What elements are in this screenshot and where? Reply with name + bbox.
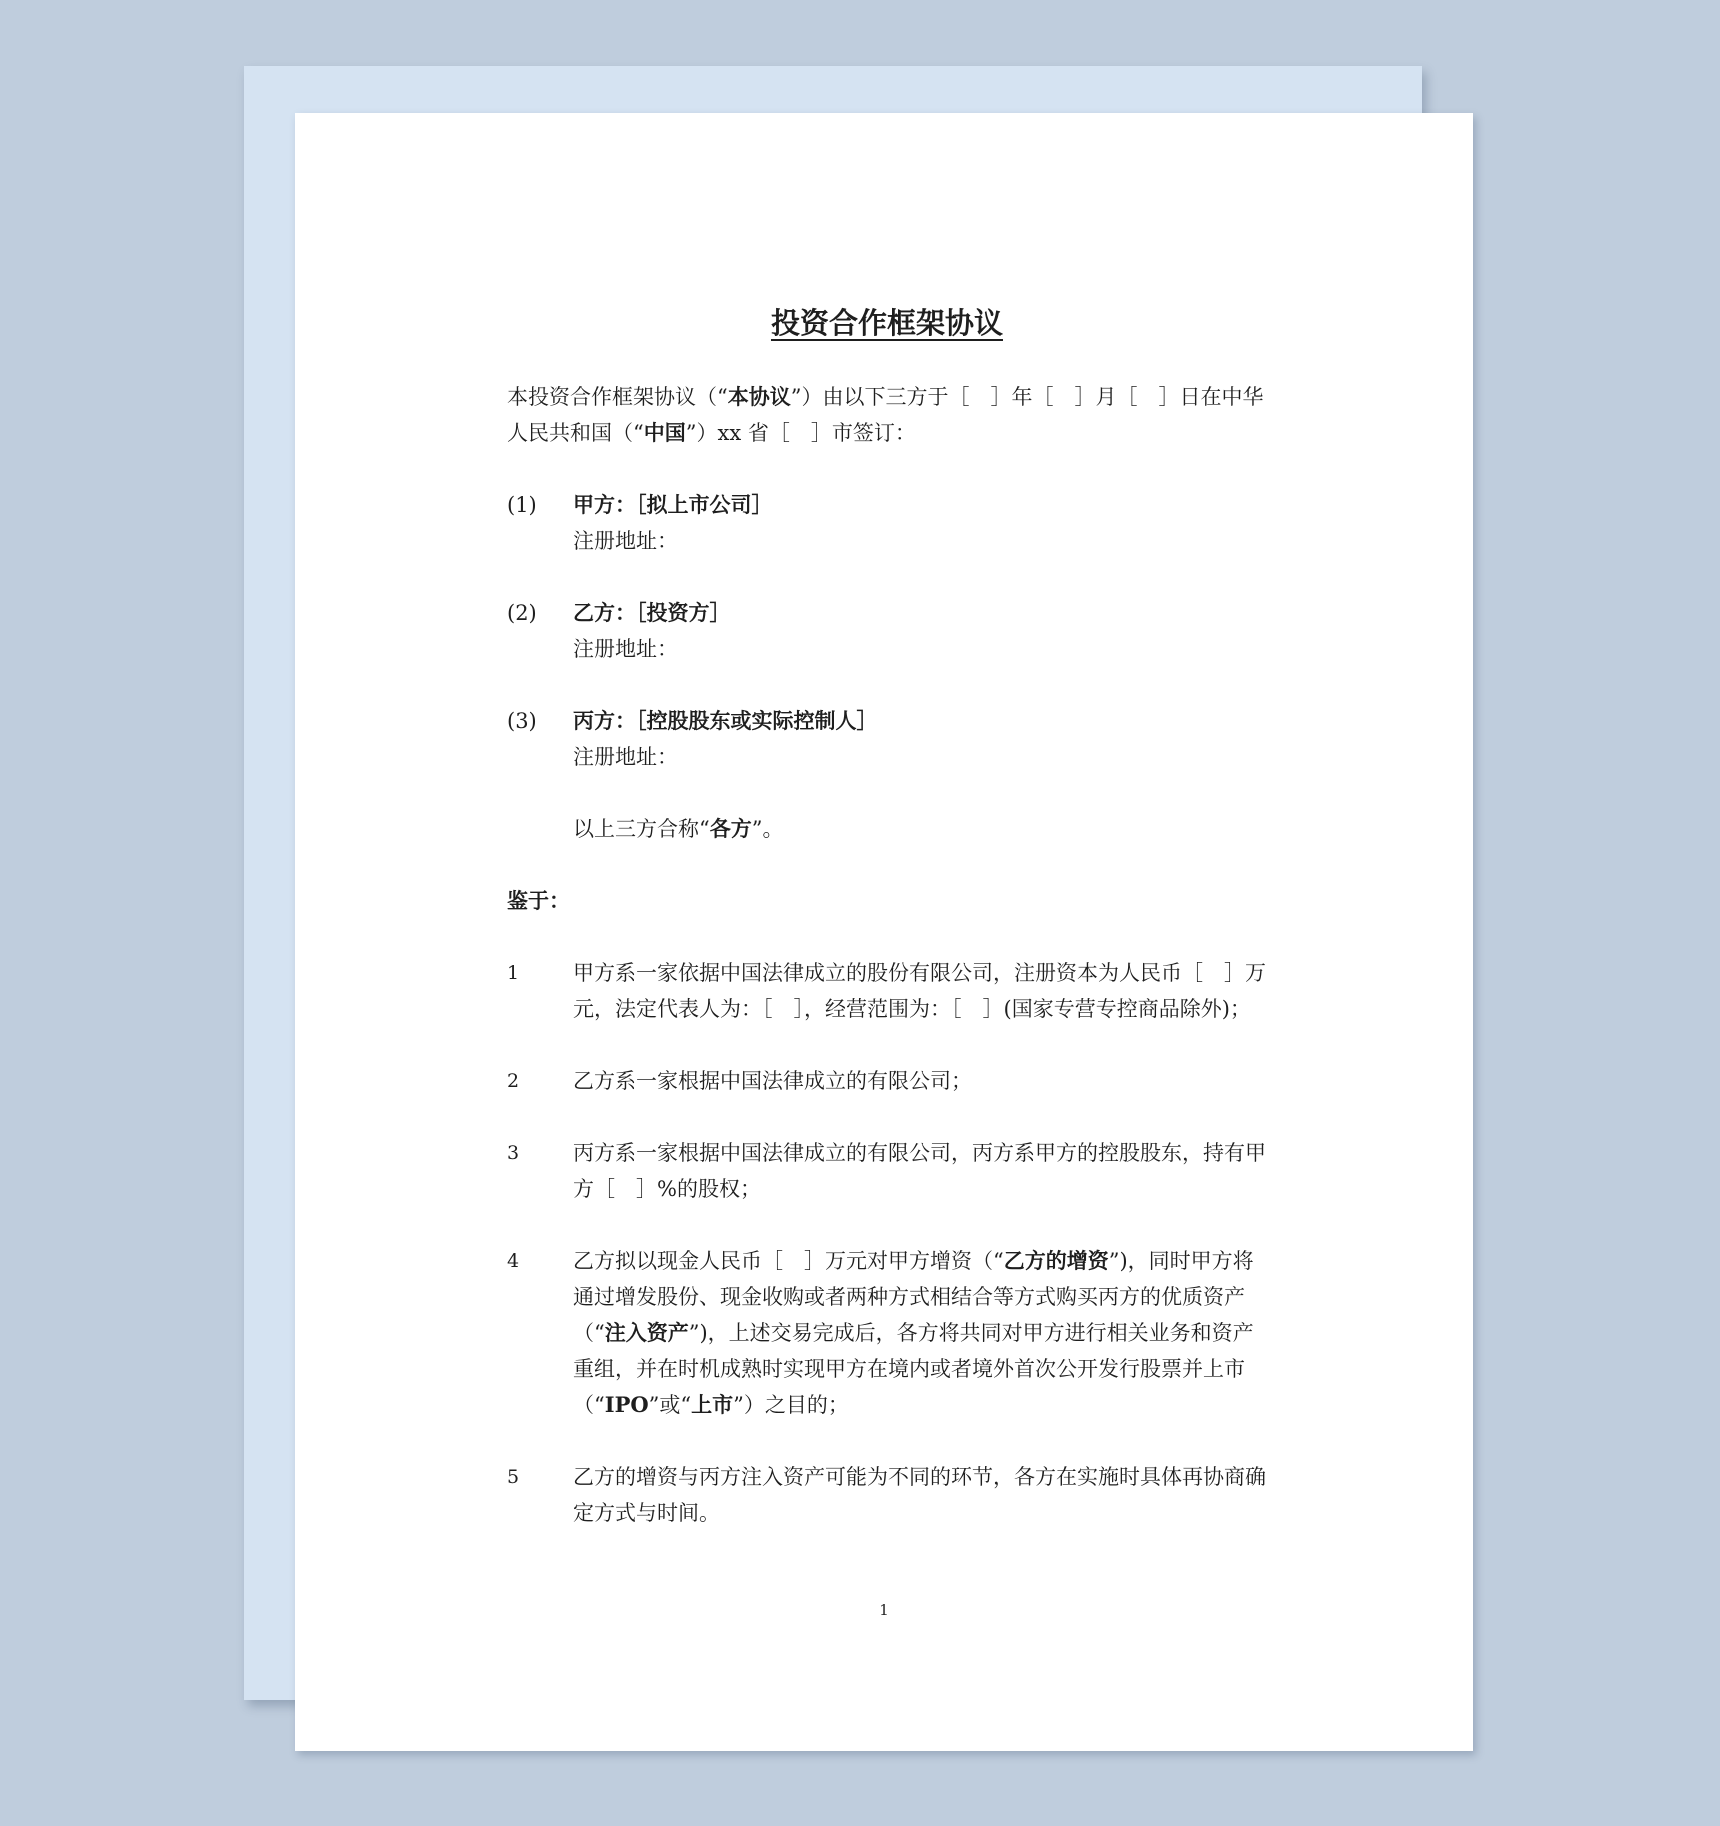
whereas-item-2: [507, 1063, 1267, 1099]
item-term: 上市: [691, 1392, 734, 1417]
intro-term: 本协议: [727, 384, 791, 409]
party-c: [507, 703, 1267, 775]
party-address: 注册地址：: [573, 637, 678, 661]
whereas-item-4: [507, 1243, 1267, 1423]
item-term: 注入资产: [604, 1320, 689, 1345]
collective-term: 各方: [709, 816, 752, 841]
collective-text: ”。: [751, 817, 784, 841]
intro-text: ”）xx 省［ ］市签订：: [685, 421, 916, 445]
document-title: 投资合作框架协议: [770, 306, 1003, 340]
item-number: 3: [507, 1142, 520, 1164]
intro-term: 中国: [643, 420, 686, 445]
party-a: [507, 487, 1267, 559]
party-address: 注册地址：: [573, 529, 678, 553]
intro-text: 本投资合作框架协议（“: [507, 385, 728, 409]
item-text: 丙方系一家根据中国法律成立的有限公司，丙方系甲方的控股股东，持有甲方［ ］%的股权；: [573, 1141, 1266, 1201]
item-term: 乙方的增资: [1003, 1248, 1109, 1273]
item-text-part: ”)，上述交易完成后，各方将共同对甲方进行相关业务和资产重组，并在时机成熟时实现甲方在境内或者境外首次公开发行股票并上市（“: [573, 1321, 1254, 1417]
item-text-part: 乙方拟以现金人民币［ ］万元对甲方增资（“: [573, 1249, 1004, 1273]
item-text-part: ”）之目的；: [733, 1393, 849, 1417]
item-number: 4: [507, 1250, 520, 1272]
whereas-item-5: [507, 1459, 1267, 1531]
intro-text: ”）由以下三方于［ ］年［ ］月［ ］日在中华人民共和国（“: [507, 385, 1264, 445]
item-text: [573, 1243, 1267, 1423]
collective-text: 以上三方合称“: [573, 817, 710, 841]
item-text: 乙方系一家根据中国法律成立的有限公司；: [573, 1069, 972, 1093]
document-page: [295, 113, 1473, 1751]
item-number: 1: [507, 962, 520, 984]
party-number: (1): [507, 493, 537, 517]
party-number: (2): [507, 601, 537, 625]
party-name: 甲方：［拟上市公司］: [573, 492, 773, 517]
party-b: [507, 595, 1267, 667]
document-body: [507, 303, 1267, 1531]
party-name: 丙方：［控股股东或实际控制人］: [573, 708, 878, 733]
party-name: 乙方：［投资方］: [573, 600, 731, 625]
item-text-part: ”或“: [648, 1393, 692, 1417]
intro-paragraph: [507, 379, 1267, 451]
item-term: IPO: [604, 1392, 649, 1417]
whereas-item-1: [507, 955, 1267, 1027]
whereas-heading: 鉴于：: [507, 888, 570, 913]
item-text-part: ”)，同时甲方将通过增发股份、现金收购或者两种方式相结合等方式购买丙方的优质资产（“: [573, 1249, 1254, 1345]
item-number: 2: [507, 1070, 520, 1092]
whereas-item-3: [507, 1135, 1267, 1207]
item-number: 5: [507, 1466, 520, 1488]
item-text: 甲方系一家依据中国法律成立的股份有限公司，注册资本为人民币［ ］万元，法定代表人为：［ ］，经营范围为：［ ］(国家专营专控商品除外)；: [573, 961, 1266, 1021]
page-number: 1: [879, 1601, 889, 1619]
party-number: (3): [507, 709, 537, 733]
collective-definition: [507, 811, 1267, 847]
item-text: 乙方的增资与丙方注入资产可能为不同的环节，各方在实施时具体再协商确定方式与时间。: [573, 1465, 1266, 1525]
party-address: 注册地址：: [573, 745, 678, 769]
